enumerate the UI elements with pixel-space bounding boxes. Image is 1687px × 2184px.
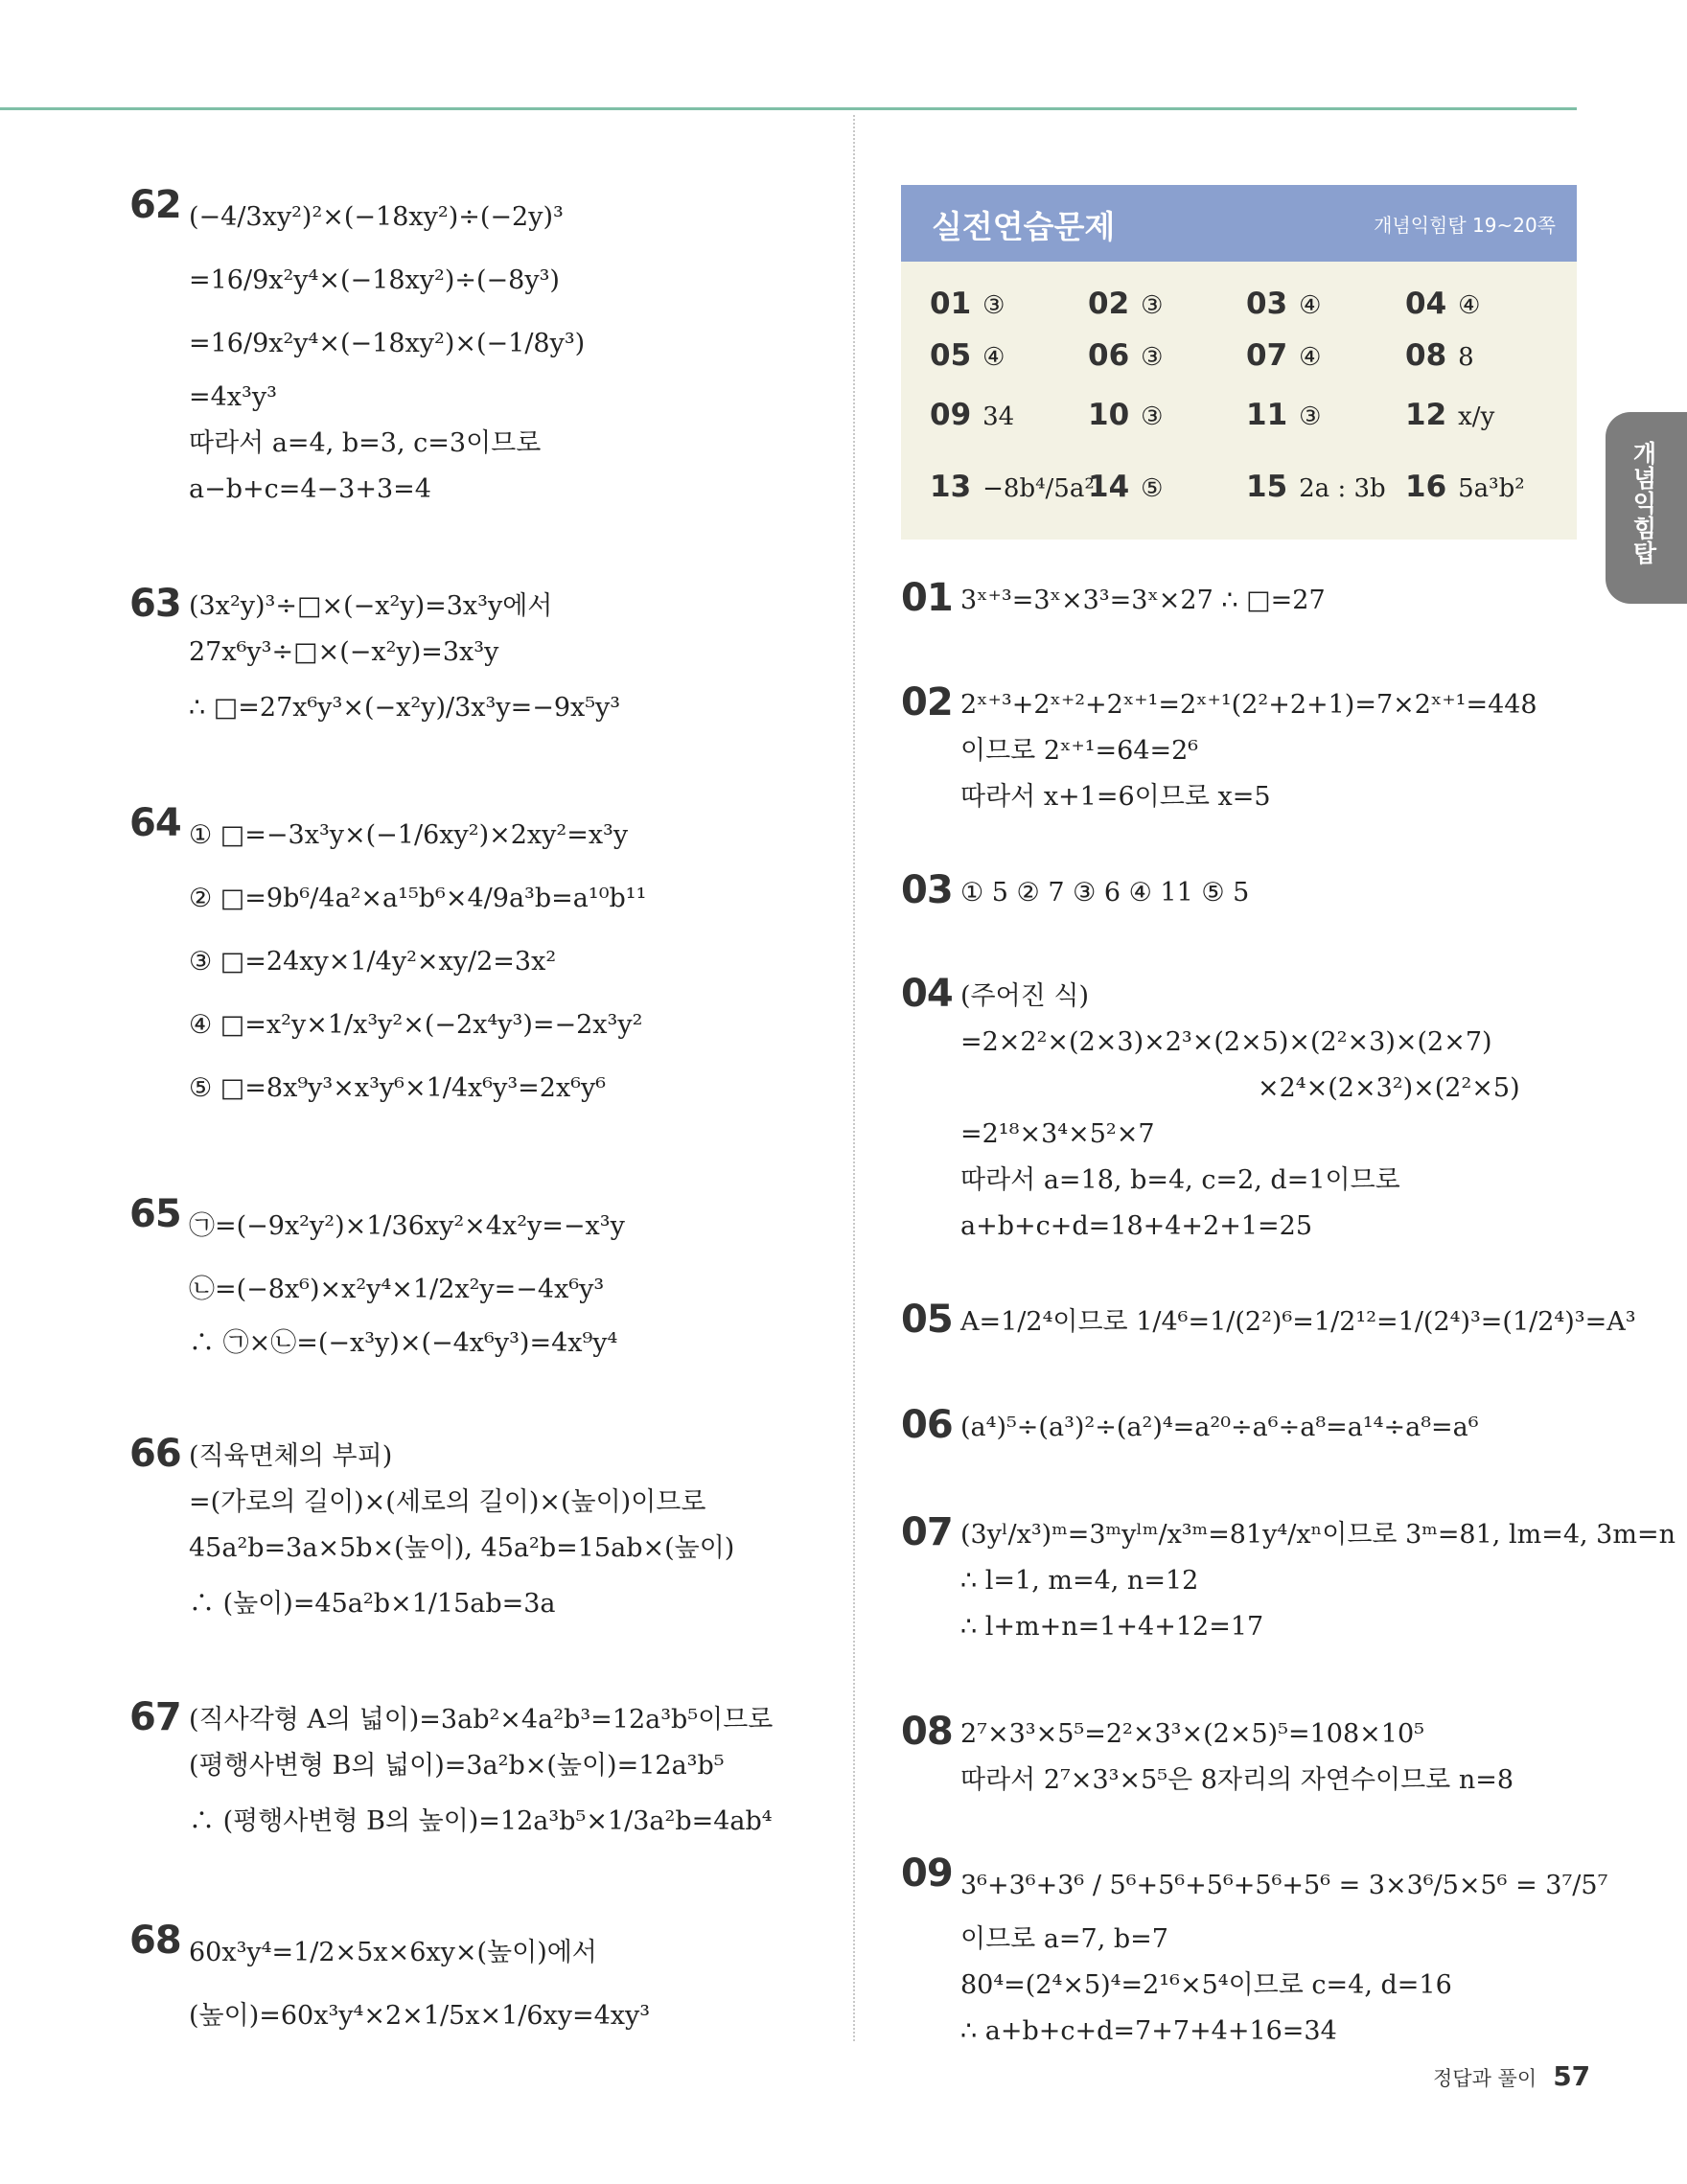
solution-line: (−4/3xy²)²×(−18xy²)÷(−2y)³ (189, 202, 564, 232)
problem-number: 02 (901, 680, 953, 724)
answer-item: 10 ③ (1088, 398, 1164, 432)
solution-line: 따라서 a=4, b=3, c=3이므로 (189, 428, 542, 458)
header-rule (0, 107, 1577, 110)
footer-label: 정답과 풀이 (1433, 2067, 1537, 2090)
solution-line: =2×2²×(2×3)×2³×(2×5)×(2²×3)×(2×7) (960, 1027, 1492, 1057)
solution-line: 따라서 x+1=6이므로 x=5 (960, 782, 1271, 812)
solution-line: (3yˡ/x³)ᵐ=3ᵐyˡᵐ/x³ᵐ=81y⁴/xⁿ이므로 3ᵐ=81, lm=4, 3m=n (960, 1520, 1675, 1550)
solution-line: 60x³y⁴=1/2×5x×6xy×(높이)에서 (189, 1938, 597, 1967)
solution-line: (높이)=60x³y⁴×2×1/5x×1/6xy=4xy³ (189, 2001, 651, 2031)
solution-line: 따라서 a=18, b=4, c=2, d=1이므로 (960, 1165, 1400, 1195)
solution-line: =16/9x²y⁴×(−18xy²)÷(−8y³) (189, 265, 560, 295)
solution-line: a−b+c=4−3+3=4 (189, 474, 431, 504)
solution-line: 27x⁶y³÷□×(−x²y)=3x³y (189, 637, 499, 667)
solution-line: ③ □=24xy×1/4y²×xy/2=3x² (189, 947, 557, 977)
solution-line: 3ˣ⁺³=3ˣ×3³=3ˣ×27 ∴ □=27 (960, 586, 1326, 615)
problem-number: 06 (901, 1403, 953, 1447)
answer-item: 03 ④ (1246, 287, 1322, 321)
problem-number: 63 (129, 582, 181, 626)
solution-line: =2¹⁸×3⁴×5²×7 (960, 1119, 1155, 1149)
column-divider (853, 115, 855, 2041)
solution-line: =16/9x²y⁴×(−18xy²)×(−1/8y³) (189, 329, 586, 358)
side-tab-label: 개념익힘탑 (1629, 441, 1657, 565)
problem-number: 66 (129, 1432, 181, 1476)
problem-number: 67 (129, 1695, 181, 1739)
solution-line: 2⁷×3³×5⁵=2²×3³×(2×5)⁵=108×10⁵ (960, 1719, 1424, 1749)
answer-item: 01 ③ (930, 287, 1005, 321)
problem-number: 01 (901, 576, 953, 620)
answer-item: 06 ③ (1088, 338, 1164, 373)
solution-line: (직육면체의 부피) (189, 1441, 393, 1471)
solution-line: =4x³y³ (189, 382, 277, 412)
solution-line: (평행사변형 B의 넓이)=3a²b×(높이)=12a³b⁵ (189, 1751, 725, 1781)
solution-line: (a⁴)⁵÷(a³)²÷(a²)⁴=a²⁰÷a⁶÷a⁸=a¹⁴÷a⁸=a⁶ (960, 1413, 1479, 1442)
answer-box-reference: 개념익힘탑 19~20쪽 (1374, 214, 1556, 237)
solution-line: 3⁶+3⁶+3⁶ / 5⁶+5⁶+5⁶+5⁶+5⁶ = 3×3⁶/5×5⁶ = 3⁷/5⁷ (960, 1871, 1608, 1900)
answer-item: 12 x/y (1405, 398, 1495, 432)
problem-number: 62 (129, 183, 181, 227)
solution-line: (3x²y)³÷□×(−x²y)=3x³y에서 (189, 591, 553, 621)
solution-line: 이므로 a=7, b=7 (960, 1924, 1168, 1954)
problem-number: 03 (901, 868, 953, 912)
answer-item: 16 5a³b² (1405, 470, 1525, 504)
solution-line: ∴ a+b+c+d=7+7+4+16=34 (960, 2016, 1337, 2046)
answer-item: 15 2a : 3b (1246, 470, 1386, 504)
problem-number: 08 (901, 1710, 953, 1754)
answer-item: 14 ⑤ (1088, 470, 1164, 504)
solution-line: 80⁴=(2⁴×5)⁴=2¹⁶×5⁴이므로 c=4, d=16 (960, 1970, 1452, 2000)
solution-line: ×2⁴×(2×3²)×(2²×5) (1258, 1073, 1520, 1103)
answer-item: 07 ④ (1246, 338, 1322, 373)
answer-item: 11 ③ (1246, 398, 1322, 432)
solution-line: ∴ l=1, m=4, n=12 (960, 1566, 1199, 1596)
answer-box-title: 실전연습문제 (932, 208, 1116, 245)
answer-item: 09 34 (930, 398, 1015, 432)
solution-line: ∴ (평행사변형 B의 높이)=12a³b⁵×1/3a²b=4ab⁴ (189, 1806, 773, 1836)
solution-line: (주어진 식) (960, 981, 1089, 1011)
page-number: 57 (1553, 2060, 1591, 2092)
practice-answer-box (901, 185, 1577, 540)
solution-line: ∴ ㉠×㉡=(−x³y)×(−4x⁶y³)=4x⁹y⁴ (189, 1328, 618, 1358)
answer-item: 08 8 (1405, 338, 1474, 373)
problem-number: 05 (901, 1298, 953, 1342)
solution-line: ∴ □=27x⁶y³×(−x²y)/3x³y=−9x⁵y³ (189, 693, 621, 723)
solution-line: 따라서 2⁷×3³×5⁵은 8자리의 자연수이므로 n=8 (960, 1765, 1514, 1795)
problem-number: 64 (129, 801, 181, 845)
solution-line: =(가로의 길이)×(세로의 길이)×(높이)이므로 (189, 1487, 706, 1517)
answer-item: 04 ④ (1405, 287, 1481, 321)
solution-line: ⑤ □=8x⁹y³×x³y⁶×1/4x⁶y³=2x⁶y⁶ (189, 1073, 607, 1103)
chapter-side-tab (1606, 412, 1687, 604)
solution-line: ② □=9b⁶/4a²×a¹⁵b⁶×4/9a³b=a¹⁰b¹¹ (189, 884, 647, 913)
answer-item: 13 −8b⁴/5a² (930, 470, 1095, 504)
solution-line: A=1/2⁴이므로 1/4⁶=1/(2²)⁶=1/2¹²=1/(2⁴)³=(1/2⁴)³=A³ (960, 1307, 1636, 1337)
solution-line: a+b+c+d=18+4+2+1=25 (960, 1211, 1313, 1241)
solution-line: ㉠=(−9x²y²)×1/36xy²×4x²y=−x³y (189, 1211, 625, 1241)
problem-number: 09 (901, 1851, 953, 1896)
solution-line: 2ˣ⁺³+2ˣ⁺²+2ˣ⁺¹=2ˣ⁺¹(2²+2+1)=7×2ˣ⁺¹=448 (960, 690, 1537, 720)
answer-item: 05 ④ (930, 338, 1005, 373)
solution-line: 이므로 2ˣ⁺¹=64=2⁶ (960, 736, 1199, 766)
solution-line: ① □=−3x³y×(−1/6xy²)×2xy²=x³y (189, 820, 629, 850)
answer-item: 02 ③ (1088, 287, 1164, 321)
page-footer (1433, 2060, 1590, 2092)
solution-line: ∴ l+m+n=1+4+12=17 (960, 1612, 1264, 1642)
solution-line: (직사각형 A의 넓이)=3ab²×4a²b³=12a³b⁵이므로 (189, 1705, 774, 1735)
solution-line: 45a²b=3a×5b×(높이), 45a²b=15ab×(높이) (189, 1533, 735, 1563)
problem-number: 07 (901, 1510, 953, 1554)
solution-line: ∴ (높이)=45a²b×1/15ab=3a (189, 1589, 556, 1619)
problem-number: 04 (901, 972, 953, 1016)
answer-box-header (901, 185, 1577, 262)
problem-number: 68 (129, 1919, 181, 1963)
solution-line: ④ □=x²y×1/x³y²×(−2x⁴y³)=−2x³y² (189, 1010, 643, 1040)
solution-line: ㉡=(−8x⁶)×x²y⁴×1/2x²y=−4x⁶y³ (189, 1275, 605, 1304)
problem-number: 65 (129, 1192, 181, 1236)
solution-line: ① 5 ② 7 ③ 6 ④ 11 ⑤ 5 (960, 878, 1250, 908)
